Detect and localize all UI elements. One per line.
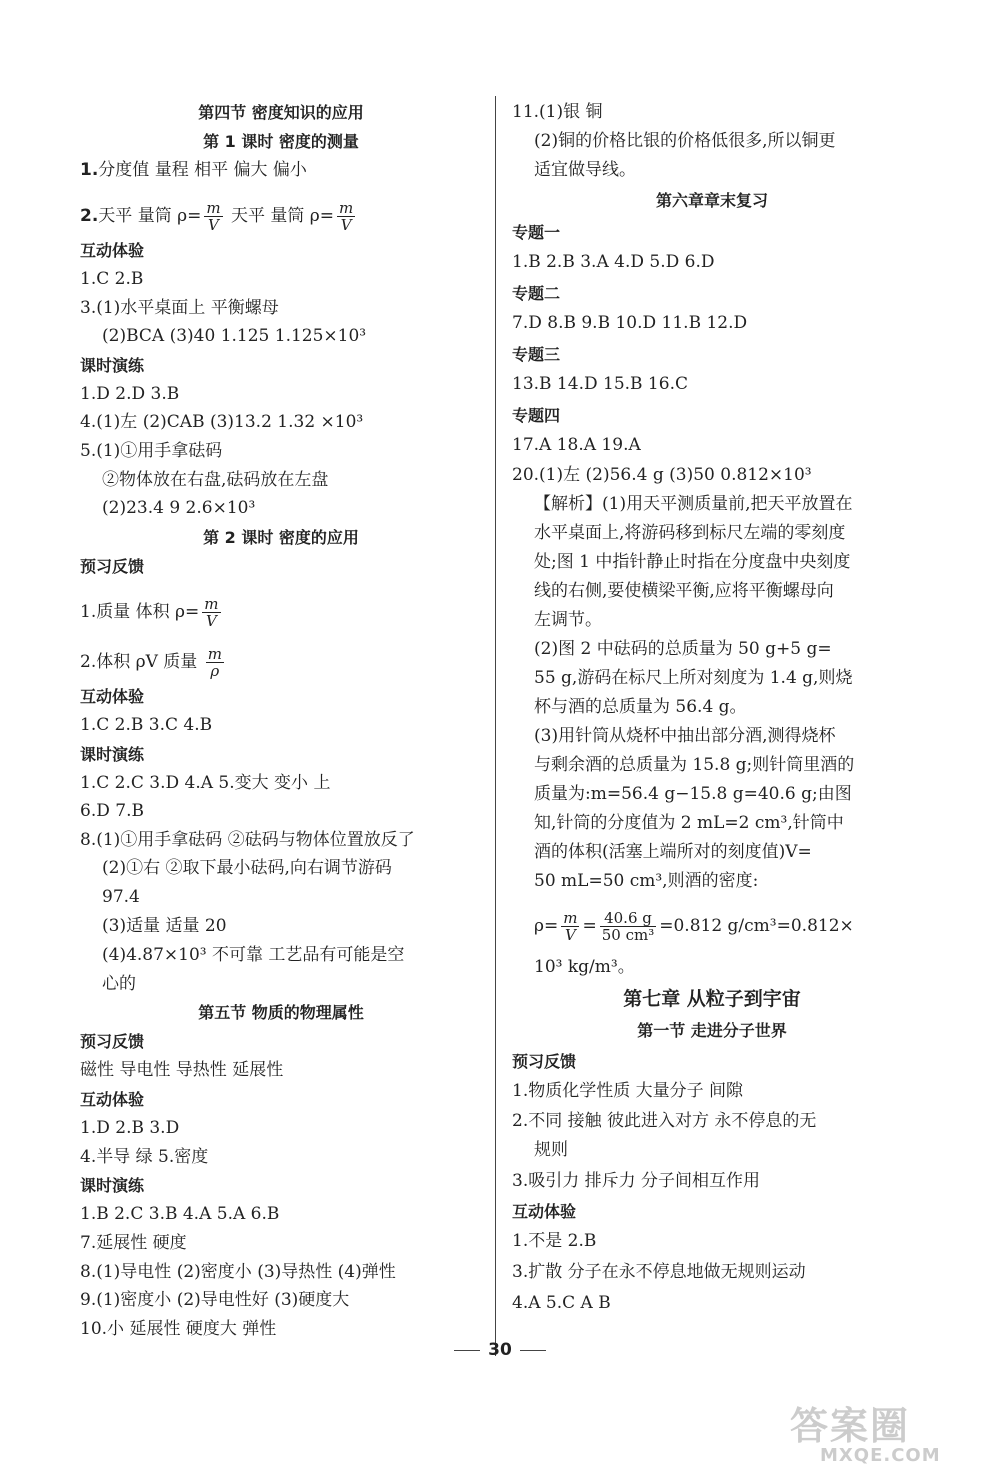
answer-line: ②物体放在右盘,砝码放在左盘 [102, 470, 329, 490]
answer-line-formula: 2.天平 量筒 ρ= $\frac{m}{V}$ 天平 量筒 ρ= $\frac{m}{V}$ [80, 199, 354, 234]
answer-line: 5.(1)①用手拿砝码 [80, 441, 223, 461]
analysis-line: 10³ kg/m³。 [534, 957, 635, 977]
answer-line: 20.(1)左 (2)56.4 g (3)50 0.812×10³ [512, 465, 812, 485]
fraction-values: $\frac{40.6 g}{\text{50 cm³}}$ [601, 909, 655, 944]
section-title: 第五节 物质的物理属性 [198, 1003, 364, 1022]
heading-hudong: 互动体验 [80, 1090, 145, 1109]
answer-line: 1.B 2.B 3.A 4.D 5.D 6.D [512, 252, 715, 272]
heading-yuxi: 预习反馈 [512, 1052, 577, 1071]
heading-hudong: 互动体验 [80, 241, 145, 260]
answer-line: 4.(1)左 (2)CAB (3)13.2 1.32 ×10³ [80, 412, 364, 432]
analysis-line: (3)用针筒从烧杯中抽出部分酒,测得烧杯 [534, 726, 836, 746]
answer-line: 1.不是 2.B [512, 1231, 597, 1251]
answer-line: 磁性 导电性 导热性 延展性 [80, 1060, 284, 1080]
answer-line: 1.D 2.B 3.D [80, 1118, 180, 1138]
fraction-m-over-rho: $\frac{m}{\rho}$ [207, 645, 222, 680]
answer-line: (2)23.4 9 2.6×10³ [102, 498, 256, 518]
answer-line: 1.C 2.C 3.D 4.A 5.变大 变小 上 [80, 773, 331, 793]
lesson-title: 第 1 课时 密度的测量 [203, 132, 359, 151]
analysis-line: 处;图 1 中指针静止时指在分度盘中央刻度 [534, 552, 851, 572]
fraction-m-over-v: $\frac{m}{V}$ [563, 909, 578, 944]
analysis-line: 55 g,游码在标尺上所对刻度为 1.4 g,则烧 [534, 668, 853, 688]
review-title: 第六章章末复习 [655, 191, 768, 210]
answer-line: (2)BCA (3)40 1.125 1.125×10³ [102, 326, 367, 346]
topic-heading: 专题一 [512, 223, 561, 242]
dash-left [454, 1350, 480, 1351]
answer-line-formula: 1.质量 体积 ρ= $\frac{m}{V}$ [80, 595, 219, 630]
chapter-title: 第七章 从粒子到宇宙 [623, 988, 801, 1010]
answer-line: 6.D 7.B [80, 801, 144, 821]
fraction-m-over-v: $\frac{m}{V}$ [204, 595, 219, 630]
fraction-m-over-v: $\frac{m}{V}$ [206, 199, 221, 234]
answer-line: (4)4.87×10³ 不可靠 工艺品有可能是空 [102, 945, 405, 965]
answer-line: 2.不同 接触 彼此进入对方 永不停息的无 [512, 1111, 817, 1131]
heading-keshi: 课时演练 [80, 356, 145, 375]
answer-line: (2)铜的价格比银的价格低很多,所以铜更 [534, 131, 836, 151]
watermark-logo-text: 答案圈 [790, 1404, 911, 1448]
answer-line: 10.小 延展性 硬度大 弹性 [80, 1319, 277, 1339]
watermark-url: MXQE.COM [820, 1445, 941, 1466]
answer-line: 适宜做导线。 [534, 160, 636, 180]
analysis-line: 50 mL=50 cm³,则酒的密度: [534, 871, 759, 891]
answer-line: 8.(1)①用手拿砝码 ②砝码与物体位置放反了 [80, 830, 415, 850]
answer-line: 3.(1)水平桌面上 平衡螺母 [80, 298, 279, 318]
answer-line: 7.D 8.B 9.B 10.D 11.B 12.D [512, 313, 748, 333]
heading-yuxi: 预习反馈 [80, 1032, 145, 1051]
answer-line: 规则 [534, 1140, 568, 1160]
analysis-line: 杯与酒的总质量为 56.4 g。 [534, 697, 747, 717]
watermark [790, 1395, 990, 1465]
analysis-line: 线的右侧,要使横梁平衡,应将平衡螺母向 [534, 581, 834, 601]
topic-heading: 专题四 [512, 406, 561, 425]
heading-yuxi: 预习反馈 [80, 557, 145, 576]
analysis-line: 左调节。 [534, 610, 602, 630]
heading-keshi: 课时演练 [80, 1176, 145, 1195]
answer-line: 1.分度值 量程 相平 偏大 偏小 [80, 160, 307, 180]
page-number: 30 [420, 1340, 580, 1360]
analysis-line: (2)图 2 中砝码的总质量为 50 g+5 g= [534, 639, 832, 659]
answer-line: 1.B 2.C 3.B 4.A 5.A 6.B [80, 1204, 280, 1224]
answer-line: 8.(1)导电性 (2)密度小 (3)导热性 (4)弹性 [80, 1262, 396, 1282]
answer-line: 97.4 [102, 887, 140, 907]
answer-line: 9.(1)密度小 (2)导电性好 (3)硬度大 [80, 1290, 350, 1310]
answer-line: (3)适量 适量 20 [102, 916, 227, 936]
answer-line-formula: 2.体积 ρV 质量 $\frac{m}{\rho}$ [80, 645, 222, 680]
dash-right [520, 1350, 546, 1351]
answer-line: 7.延展性 硬度 [80, 1233, 187, 1253]
heading-hudong: 互动体验 [80, 687, 145, 706]
section-title: 第四节 密度知识的应用 [198, 103, 364, 122]
analysis-line: 【解析】(1)用天平测质量前,把天平放置在 [534, 494, 853, 514]
answer-line: 4.A 5.C A B [512, 1293, 611, 1313]
fraction-m-over-v: $\frac{m}{V}$ [339, 199, 354, 234]
analysis-line: 知,针筒的分度值为 2 mL=2 cm³,针筒中 [534, 813, 844, 833]
topic-heading: 专题二 [512, 284, 561, 303]
heading-keshi: 课时演练 [80, 745, 145, 764]
column-divider [495, 96, 496, 1356]
lesson-title: 第 2 课时 密度的应用 [203, 528, 359, 547]
answer-line: 1.C 2.B 3.C 4.B [80, 715, 213, 735]
answer-line: 3.扩散 分子在永不停息地做无规则运动 [512, 1262, 806, 1282]
analysis-line: 酒的体积(活塞上端所对的刻度值)V= [534, 842, 812, 862]
analysis-line: 质量为:m=56.4 g−15.8 g=40.6 g;由图 [534, 784, 852, 804]
answer-line: 1.C 2.B [80, 269, 144, 289]
answer-line: 1.D 2.D 3.B [80, 384, 180, 404]
answer-line: 4.半导 绿 5.密度 [80, 1147, 209, 1167]
topic-heading: 专题三 [512, 345, 561, 364]
analysis-line: 水平桌面上,将游码移到标尺左端的零刻度 [534, 523, 846, 543]
answer-line: 11.(1)银 铜 [512, 102, 603, 122]
density-equation: ρ= $\frac{m}{V}$ = $\frac{40.6 g}{\text{50 cm³}}$ =0.812 g/cm³=0.812× [534, 909, 854, 944]
section-title: 第一节 走进分子世界 [637, 1021, 787, 1040]
answer-line: 17.A 18.A 19.A [512, 435, 641, 455]
answer-line: (2)①右 ②取下最小砝码,向右调节游码 [102, 858, 392, 878]
answer-line: 心的 [102, 974, 136, 994]
heading-hudong: 互动体验 [512, 1202, 577, 1221]
answer-line: 3.吸引力 排斥力 分子间相互作用 [512, 1171, 761, 1191]
answer-line: 1.物质化学性质 大量分子 间隙 [512, 1081, 744, 1101]
answer-line: 13.B 14.D 15.B 16.C [512, 374, 688, 394]
analysis-line: 与剩余酒的总质量为 15.8 g;则针筒里酒的 [534, 755, 855, 775]
